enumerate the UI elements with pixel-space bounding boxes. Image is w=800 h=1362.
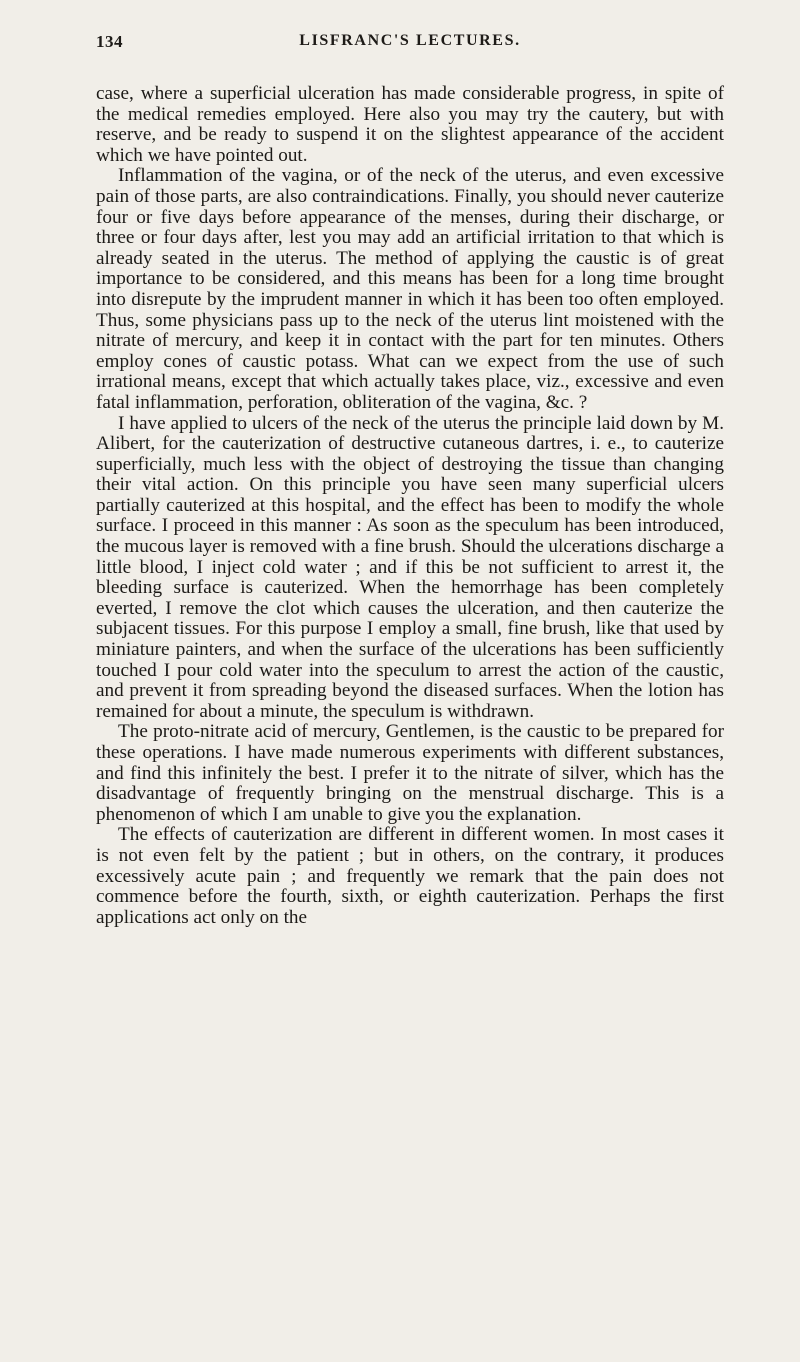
paragraph: Inflammation of the vagina, or of the neck of the uterus, and even excessive pain of those parts, are also contraindications. Finally, you should never cauterize four or five days before appearance of the menses, during their discharge, or three or four days after, lest you may add an artificial irritation to that which is already seated in the uterus. The method of applying the caustic is of great importance to be considered, and this means has been for a long time brought into disrepute by the imprudent manner in which it has been too often employed. Thus, some physicians pass up to the neck of the uterus lint moistened with the nitrate of mercury, and keep it in contact with the part for ten minutes. Others employ cones of caustic potass. What can we expect from the use of such irrational means, except that which actually takes place, viz., excessive and even fatal inflammation, perforation, obliteration of the vagina, &c. ?: [96, 165, 724, 413]
paragraph: The effects of cauterization are different in different women. In most cases it is not even felt by the patient ; but in others, on the contrary, it produces excessively acute pain ; and frequently we remark that the pain does not commence before the fourth, sixth, or eighth cauterization. Perhaps the first applications act only on the: [96, 824, 724, 928]
body-text: [96, 84, 724, 928]
paragraph-continued: case, where a superficial ulceration has made considerable progress, in spite of the medical remedies employed. Here also you may try the cautery, but with reserve, and be ready to suspend it on the slightest appearance of the accident which we have pointed out.: [96, 83, 724, 166]
running-head: LISFRANC'S LECTURES.: [299, 32, 521, 49]
page-header: [96, 32, 724, 54]
paragraph: The proto-nitrate acid of mercury, Gentlemen, is the caustic to be prepared for these operations. I have made numerous experiments with different substances, and find this infinitely the best. I prefer it to the nitrate of silver, which has the disadvantage of frequently bringing on the menstrual discharge. This is a phenomenon of which I am unable to give you the explanation.: [96, 721, 724, 825]
paragraph: I have applied to ulcers of the neck of the uterus the principle laid down by M. Alibert, for the cauterization of destructive cutaneous dartres, i. e., to cauterize superficially, much less with the object of destroying the tissue than changing their vital action. On this principle you have seen many superficial ulcers partially cauterized at this hospital, and the effect has been to modify the whole surface. I proceed in this manner : As soon as the speculum has been introduced, the mucous layer is removed with a fine brush. Should the ulcerations discharge a little blood, I inject cold water ; and if this be not sufficient to arrest it, the bleeding surface is cauterized. When the hemorrhage has been completely everted, I remove the clot which causes the ulceration, and then cauterize the subjacent tissues. For this purpose I employ a small, fine brush, like that used by miniature painters, and when the surface of the ulcerations has been sufficiently touched I pour cold water into the speculum to arrest the action of the caustic, and prevent it from spreading beyond the diseased surfaces. When the lotion has remained for about a minute, the speculum is withdrawn.: [96, 412, 724, 722]
page-number: 134: [96, 32, 123, 51]
